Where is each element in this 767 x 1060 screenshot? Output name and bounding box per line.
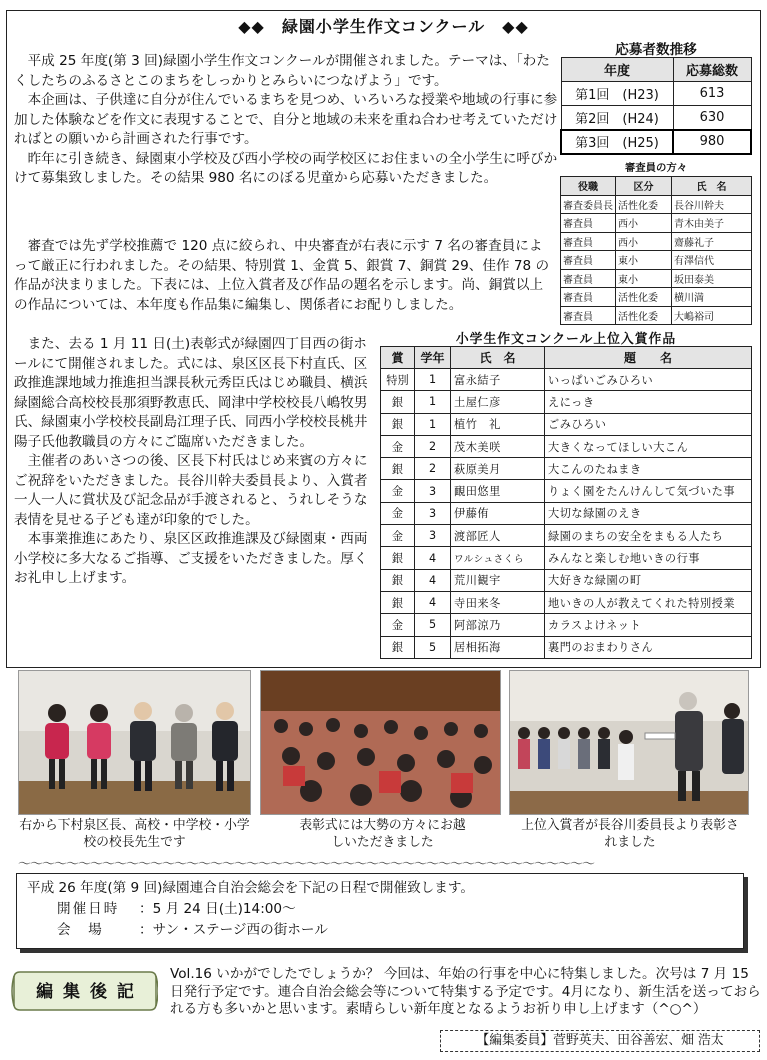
name-cell: 土屋仁彦 bbox=[451, 391, 545, 413]
work-cell: 大好きな緑園の町 bbox=[545, 569, 752, 591]
judging-paragraph bbox=[14, 237, 554, 315]
prize-cell: 金 bbox=[381, 480, 415, 502]
winners-table bbox=[380, 346, 752, 659]
grade-cell: 4 bbox=[415, 569, 451, 591]
table-row bbox=[381, 502, 752, 524]
division-cell: 活性化委 bbox=[616, 195, 672, 214]
work-cell: カラスよけネット bbox=[545, 614, 752, 636]
editorial-note: Vol.16 いかがでしたでしょうか？ 今回は、年始の行事を中心に特集しました。次号は 7 月 15 日発行予定です。連合自治会総会等について特集する予定です。4月になり、新生活を送っておられる方も多いかと思います。素晴らしい新年度となるようお祈り申し上げます（^○^） bbox=[170, 966, 761, 1018]
photo-award-presentation bbox=[509, 670, 749, 815]
col-header: 区分 bbox=[616, 177, 672, 196]
table-row bbox=[381, 636, 752, 658]
col-header: 役職 bbox=[561, 177, 616, 196]
grade-cell: 1 bbox=[415, 369, 451, 391]
name-cell: 坂田泰美 bbox=[672, 269, 752, 288]
prize-cell: 銀 bbox=[381, 458, 415, 480]
notice-date-value: ：5 月 24 日(土)14:00～ bbox=[139, 901, 296, 917]
grade-cell: 4 bbox=[415, 547, 451, 569]
name-cell: 有澤信代 bbox=[672, 251, 752, 270]
applicants-table bbox=[560, 57, 752, 155]
table-row bbox=[561, 195, 752, 214]
wavy-divider: ～～～～～～～～～～～～～～～～～～～～～～～～～～～～～～～～～～～～～～～～～～～～～～～～ bbox=[18, 857, 595, 872]
table-row bbox=[561, 130, 751, 154]
division-cell: 西小 bbox=[616, 232, 672, 251]
col-header: 題 名 bbox=[545, 347, 752, 369]
name-cell: 寺田来冬 bbox=[451, 591, 545, 613]
year-cell: 第3回 (H25) bbox=[561, 130, 673, 154]
name-cell: 植竹 礼 bbox=[451, 413, 545, 435]
work-cell: 大切な緑園のえき bbox=[545, 502, 752, 524]
table-row bbox=[561, 288, 752, 307]
photo-caption: 表彰式には大勢の方々にお越しいただきました bbox=[299, 818, 466, 850]
prize-cell: 銀 bbox=[381, 569, 415, 591]
grade-cell: 1 bbox=[415, 413, 451, 435]
prize-cell: 銀 bbox=[381, 591, 415, 613]
count-cell: 980 bbox=[673, 130, 751, 154]
table-row bbox=[381, 369, 752, 391]
name-cell: ワルシュさくら bbox=[451, 547, 545, 569]
col-header: 氏 名 bbox=[451, 347, 545, 369]
judges-caption: 審査員の方々 bbox=[624, 162, 688, 174]
role-cell: 審査委員長 bbox=[561, 195, 616, 214]
grade-cell: 3 bbox=[415, 480, 451, 502]
table-row bbox=[381, 547, 752, 569]
winners-caption: 小学生作文コンクール上位入賞作品 bbox=[455, 332, 677, 347]
notice-venue-value: ：サン・ステージ西の街ホール bbox=[139, 922, 328, 938]
table-row bbox=[381, 525, 752, 547]
prize-cell: 金 bbox=[381, 614, 415, 636]
paragraph: 本企画は、子供達に自分が住んでいるまちを見つめ、いろいろな授業や地域の行事に参加した体験などを作文に表現することで、自分と地域の未来を重ね合わせ考えていただければとの願いから計画された行事です。 bbox=[14, 92, 558, 147]
prize-cell: 特別 bbox=[381, 369, 415, 391]
work-cell: えにっき bbox=[545, 391, 752, 413]
table-row bbox=[561, 251, 752, 270]
division-cell: 活性化委 bbox=[616, 288, 672, 307]
table-row bbox=[561, 214, 752, 233]
name-cell: 青木由美子 bbox=[672, 214, 752, 233]
paragraph: 昨年に引き続き、緑園東小学校及び西小学校の両学校区にお住まいの全小学生に呼びかけて募集致しました。その結果 980 名にのぼる児童から応募いただきました。 bbox=[14, 150, 558, 186]
grade-cell: 3 bbox=[415, 502, 451, 524]
grade-cell: 3 bbox=[415, 525, 451, 547]
division-cell: 東小 bbox=[616, 269, 672, 288]
table-row bbox=[381, 413, 752, 435]
work-cell: みんなと楽しむ地いきの行事 bbox=[545, 547, 752, 569]
role-cell: 審査員 bbox=[561, 269, 616, 288]
notice-venue-label: 会 場 bbox=[57, 922, 104, 938]
role-cell: 審査員 bbox=[561, 288, 616, 307]
grade-cell: 2 bbox=[415, 458, 451, 480]
year-cell: 第2回 (H24) bbox=[561, 106, 673, 130]
name-cell: 富永結子 bbox=[451, 369, 545, 391]
photo-caption: 上位入賞者が長谷川委員長より表彰されました bbox=[521, 818, 739, 850]
notice-headline: 平成 26 年度(第 9 回)緑園連合自治会総会を下記の日程で開催致します。 bbox=[27, 880, 474, 896]
col-header: 学年 bbox=[415, 347, 451, 369]
photo-guests bbox=[18, 670, 251, 815]
scroll-banner-icon bbox=[10, 968, 158, 1014]
paragraph: 平成 25 年度(第 3 回)緑園小学生作文コンクールが開催されました。テーマは、「わたくしたちのふるさとこのまちをしっかりとみらいにつなげよう」です。 bbox=[14, 53, 550, 89]
name-cell: 萩原美月 bbox=[451, 458, 545, 480]
paragraph: また、去る 1 月 11 日(土)表彰式が緑園四丁目西の街ホールにて開催されました。式には、泉区区長下村直氏、区政推進課地域力推進担当課長秋元秀臣氏はじめ職員、横浜緑園総合高校校長那須野教恵氏、岡津中学校校長八嶋牧男氏、緑園東小学校校長副島江理子氏、同西小学校校長桃井陽子氏他教職員の方々にご臨席いただきました。 bbox=[14, 336, 368, 450]
grade-cell: 2 bbox=[415, 435, 451, 457]
judges-table bbox=[560, 176, 752, 325]
table-row bbox=[381, 391, 752, 413]
prize-cell: 金 bbox=[381, 525, 415, 547]
ceremony-paragraphs bbox=[14, 335, 379, 589]
prize-cell: 金 bbox=[381, 435, 415, 457]
work-cell: いっぱいごみひろい bbox=[545, 369, 752, 391]
work-cell: ごみひろい bbox=[545, 413, 752, 435]
prize-cell: 銀 bbox=[381, 547, 415, 569]
article-title: ◆◆ 緑園小学生作文コンクール ◆◆ bbox=[238, 17, 529, 36]
photo-caption: 右から下村泉区長、高校・中学校・小学校の校長先生です bbox=[19, 818, 250, 850]
division-cell: 活性化委 bbox=[616, 306, 672, 325]
grade-cell: 5 bbox=[415, 614, 451, 636]
role-cell: 審査員 bbox=[561, 214, 616, 233]
editorial-badge-label: 編 集 後 記 bbox=[36, 982, 136, 1002]
name-cell: 伊藤侑 bbox=[451, 502, 545, 524]
table-row bbox=[561, 232, 752, 251]
paragraph: 主催者のあいさつの後、区長下村氏はじめ来賓の方々にご祝辞をいただきました。長谷川幹夫委員長より、入賞者一人一人に賞状及び記念品が手渡されると、うれしそうな表情を見せる子ども達が印象的でした。 bbox=[14, 453, 368, 528]
photo-audience bbox=[260, 670, 501, 815]
paragraph: 本事業推進にあたり、泉区区政推進課及び緑園東・西両小学校に多大なるご指導、ご支援をいただきました。厚くお礼申し上げます。 bbox=[14, 531, 368, 586]
name-cell: 齋藤礼子 bbox=[672, 232, 752, 251]
name-cell: 茂木美咲 bbox=[451, 435, 545, 457]
table-row bbox=[561, 106, 751, 130]
table-row bbox=[561, 269, 752, 288]
prize-cell: 金 bbox=[381, 502, 415, 524]
applicants-caption: 応募者数推移 bbox=[615, 42, 697, 58]
role-cell: 審査員 bbox=[561, 306, 616, 325]
name-cell: 居相拓海 bbox=[451, 636, 545, 658]
grade-cell: 5 bbox=[415, 636, 451, 658]
name-cell: 荒川観宇 bbox=[451, 569, 545, 591]
table-row bbox=[381, 480, 752, 502]
paragraph: 審査では先ず学校推薦で 120 点に絞られ、中央審査が右表に示す 7 名の審査員によって厳正に行われました。その結果、特別賞 1、金賞 5、銀賞 7、銅賞 29、佳作 78 の作品が決まりました。下表には、上位入賞者及び作品の題名を示します。尚、銅賞以上の作品については、本年度も作品集に編集し、関係者にお配りしました。 bbox=[14, 238, 550, 313]
table-row bbox=[381, 591, 752, 613]
table-row bbox=[561, 306, 752, 325]
table-row bbox=[381, 458, 752, 480]
role-cell: 審査員 bbox=[561, 251, 616, 270]
division-cell: 西小 bbox=[616, 214, 672, 233]
notice-date-label: 開催日時 bbox=[57, 901, 120, 917]
name-cell: 長谷川幹夫 bbox=[672, 195, 752, 214]
work-cell: 大きくなってほしい大こん bbox=[545, 435, 752, 457]
editorial-badge bbox=[10, 968, 158, 1014]
prize-cell: 銀 bbox=[381, 636, 415, 658]
prize-cell: 銀 bbox=[381, 413, 415, 435]
role-cell: 審査員 bbox=[561, 232, 616, 251]
name-cell: 大嶋裕司 bbox=[672, 306, 752, 325]
intro-paragraphs bbox=[14, 52, 559, 189]
prize-cell: 銀 bbox=[381, 391, 415, 413]
grade-cell: 1 bbox=[415, 391, 451, 413]
editorial-committee: 【編集委員】菅野英夫、田谷善宏、畑 浩太 bbox=[440, 1030, 760, 1052]
work-cell: りょく園をたんけんして気づいた事 bbox=[545, 480, 752, 502]
division-cell: 東小 bbox=[616, 251, 672, 270]
work-cell: 地いきの人が教えてくれた特別授業 bbox=[545, 591, 752, 613]
table-row bbox=[381, 435, 752, 457]
general-meeting-notice bbox=[16, 873, 744, 949]
count-cell: 630 bbox=[673, 106, 751, 130]
name-cell: 渡部匠人 bbox=[451, 525, 545, 547]
col-header: 応募総数 bbox=[673, 58, 751, 82]
col-header: 氏 名 bbox=[672, 177, 752, 196]
table-row bbox=[561, 82, 751, 106]
name-cell: 阿部涼乃 bbox=[451, 614, 545, 636]
grade-cell: 4 bbox=[415, 591, 451, 613]
name-cell: 横川満 bbox=[672, 288, 752, 307]
work-cell: 大こんのたねまき bbox=[545, 458, 752, 480]
table-row bbox=[381, 569, 752, 591]
work-cell: 裏門のおまわりさん bbox=[545, 636, 752, 658]
col-header: 賞 bbox=[381, 347, 415, 369]
name-cell: 靦田悠里 bbox=[451, 480, 545, 502]
table-row bbox=[381, 614, 752, 636]
work-cell: 緑園のまちの安全をまもる人たち bbox=[545, 525, 752, 547]
count-cell: 613 bbox=[673, 82, 751, 106]
col-header: 年度 bbox=[561, 58, 673, 82]
year-cell: 第1回 (H23) bbox=[561, 82, 673, 106]
